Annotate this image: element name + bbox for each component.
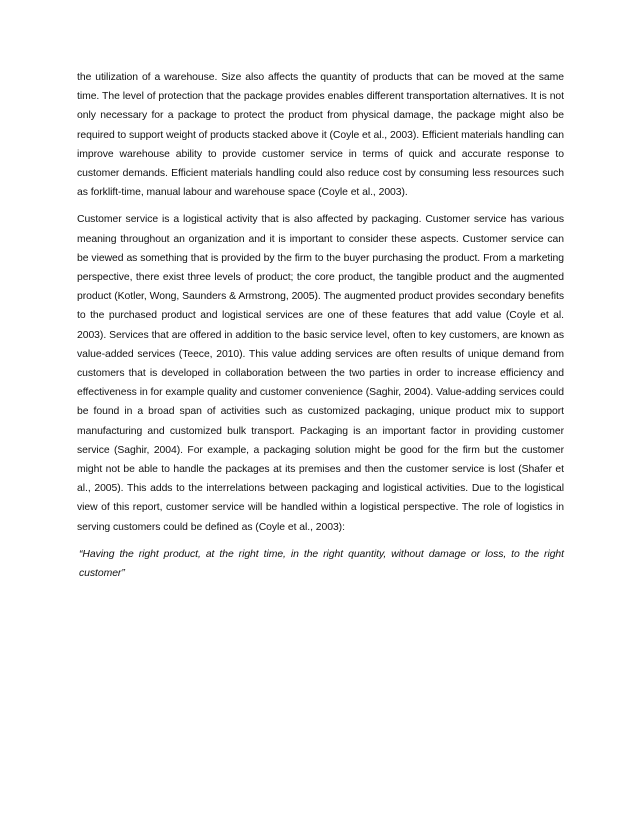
document-body xyxy=(77,68,564,591)
quote-definition: “Having the right product, at the right time, in the right quantity, without damage or loss, to the right customer” xyxy=(79,548,564,580)
paragraph-customer-service: Customer service is a logistical activity that is also affected by packaging. Customer service has various meaning throughout an organization and it is important to consider these aspects. Customer service can be viewed as something that is provided by the firm to the buyer purchasing the product. From a marketing perspective, there exist three levels of product; the core product, the tangible product and the augmented product (Kotler, Wong, Saunders & Armstrong, 2005). The augmented product provides secondary benefits to the purchased product and logistical services are one of these features that add value (Coyle et al. 2003). Services that are offered in addition to the basic service level, often to key customers, are known as value-added services (Teece, 2010). This value adding services are often results of unique demand from customers that is developed in collaboration between the two parties in order to increase efficiency and effectiveness in for example quality and customer convenience (Saghir, 2004). Value-adding services could be found in a broad span of activities such as customized packaging, unique product mix to support manufacturing and customized bulk transport. Packaging is an important factor in providing customer service (Saghir, 2004). For example, a packaging solution might be good for the firm but the customer might not be able to handle the packages at its premises and then the customer service is lost (Shafer et al., 2005). This adds to the interrelations between packaging and logistical activities. Due to the logistical view of this report, customer service will be handled within a logistical perspective. The role of logistics in serving customers could be defined as (Coyle et al., 2003): xyxy=(77,214,564,533)
paragraph-warehouse-handling: the utilization of a warehouse. Size also affects the quantity of products that can be moved at the same time. The level of protection that the package provides enables different transportation alternatives. It is not only necessary for a package to protect the product from physical damage, the package might also be required to support weight of products stacked above it (Coyle et al., 2003). Efficient materials handling can improve warehouse ability to provide customer service in terms of quick and accurate response to customer demands. Efficient materials handling could also reduce cost by consuming less resources such as forklift-time, manual labour and warehouse space (Coyle et al., 2003). xyxy=(77,72,564,199)
